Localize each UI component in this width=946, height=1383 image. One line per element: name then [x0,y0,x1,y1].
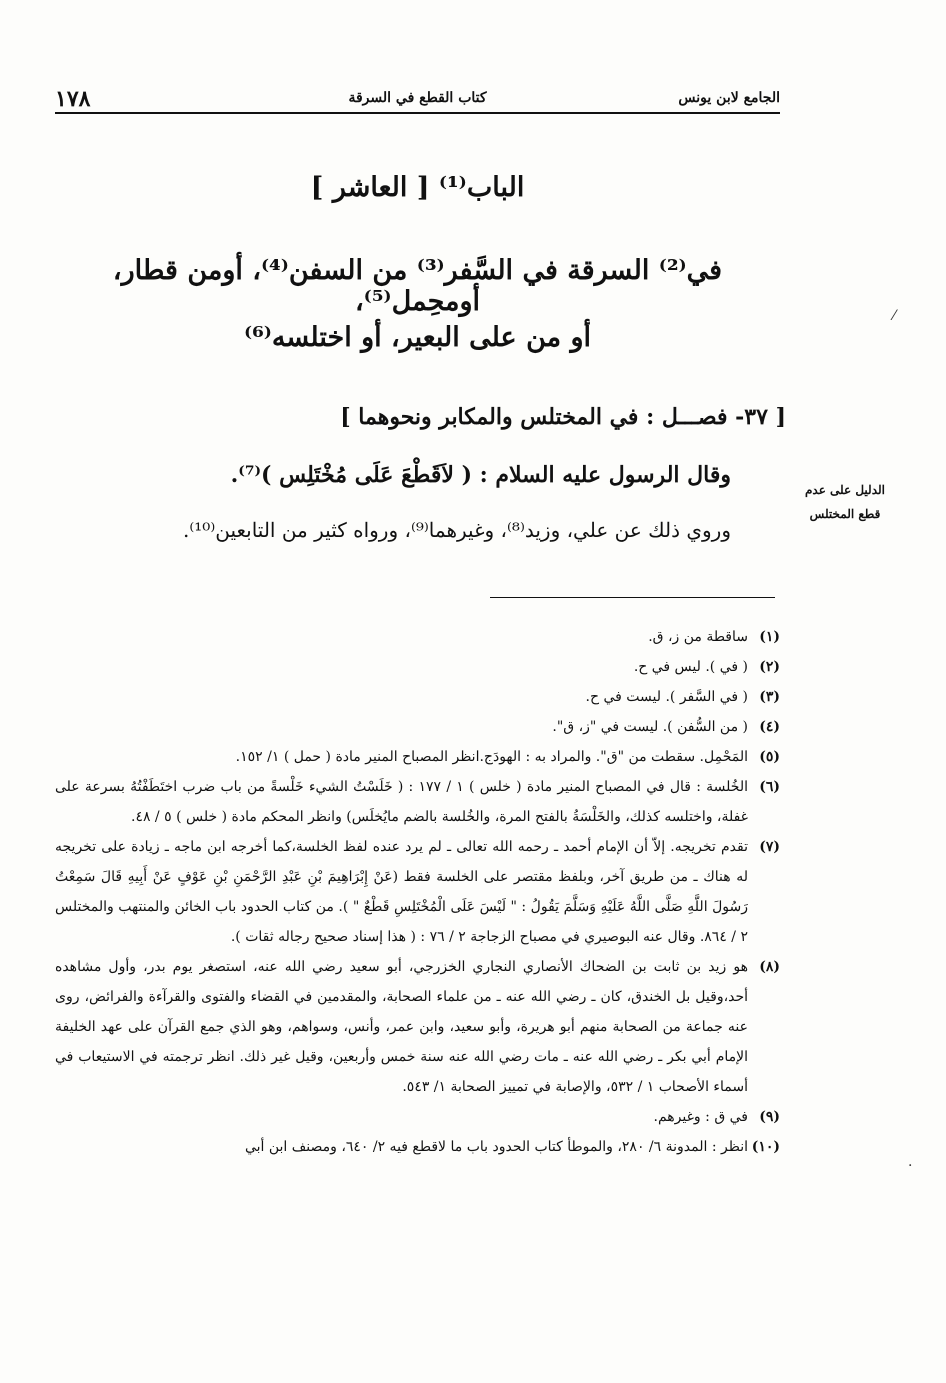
footnote-number: (٥) [759,749,780,765]
footnote-item [55,652,780,682]
footnote-item [55,712,780,742]
footnote-text: ( في السَّفر ). ليست في ح. [585,689,748,705]
page-number: ١٧٨ [55,86,91,112]
footnote-text: انظر : المدونة ٦/ ٢٨٠، والموطأ كتاب الحدود باب ما لاقطع فيه ٢/ ٦٤٠، ومصنف ابن أبي [244,1139,748,1155]
margin-note-line-2: قطع المختلس [809,507,881,521]
footnote-number: (٧) [759,839,780,855]
footnote-item [55,682,780,712]
margin-note-line-1: الدليل على عدم [804,483,886,497]
footnote-item [55,622,780,652]
footnote-text: الخُلسة : قال في المصباح المنير مادة ( خلس ) ١ / ١٧٧ : ( خَلَسْتُ الشيء خَلْسةً من باب ضرب اختَطَفْتُهُ بسرعة على غفلة، واختلسه كذلك، والخَلْسَةُ بالفتح المرة، والخُلسة بالضم مايُخلَس) وانظر المحكم مادة ( خلس ) ٥ / ٤٨. [55,779,748,825]
footnote-number: (٦) [759,779,780,795]
footnote-item [55,832,780,952]
footnote-item [55,772,780,832]
header-divider [55,112,780,114]
footnotes-list [55,622,780,1162]
footnote-number: (١٠) [751,1139,780,1155]
chapter-subtitle-line-1: في⁽²⁾ السرقة في السَّفر⁽³⁾ من السفن⁽⁴⁾، أومن قطار، أومحِمل⁽⁵⁾، [112,255,723,317]
section-heading: [ ٣٧- فصـــل : في المختلس والمكابر ونحوهما ] [340,404,786,430]
narrators-paragraph: وروي ذلك عن علي، وزيد⁽⁸⁾، وغيرهما⁽⁹⁾، ورواه كثير من التابعين⁽¹⁰⁾. [182,518,731,542]
footnote-number: (٩) [759,1109,780,1125]
book-section-title: كتاب القطع في السرقة [348,90,487,106]
footnote-number: (٨) [759,959,780,975]
scan-mark: ⁄ [893,308,896,324]
hadith-paragraph: وقال الرسول عليه السلام : ( لاَقَطْعَ عَلَى مُخْتَلِس )⁽⁷⁾. [230,462,731,488]
footnote-number: (١) [759,629,780,645]
chapter-title: الباب⁽¹⁾ [ العاشر ] [310,172,525,203]
footnote-text: تقدم تخريجه. إلاّ أن الإمام أحمد ـ رحمه الله تعالى ـ لم يرد عنده لفظ الخلسة،كما أخرجه ابن ماجه ـ زيادة على تخريجه له هناك ـ من طريق آخر، وبلفظ مقتصر على الخلسة فقط (عَنْ إِبْرَاهِيمَ بْنِ عَبْدِ الرَّحْمَنِ بْنِ عَوْفٍ عَنْ أَبِيهِ قَالَ سَمِعْتُ رَسُولَ اللَّهِ صَلَّى اللَّهُ عَلَيْهِ وَسَلَّمَ يَقُولُ : " لَيْسَ عَلَى الْمُخْتَلِسِ قَطْعٌ " ). من كتاب الحدود باب الخائن والمنتهب والمختلس ٢ / ٨٦٤. وقال عنه البوصيري في مصباح الزجاجة ٢ / ٧٦ : ( هذا إسناد صحيح رجاله ثقات ). [55,839,748,945]
footnote-text: ( من السُّفن ). ليست في "ز، ق". [552,719,748,735]
margin-note [790,478,900,526]
footnote-item [55,1102,780,1132]
footnote-text: ساقطة من ز، ق. [648,629,748,645]
footnote-number: (٢) [759,659,780,675]
footnote-item [55,742,780,772]
footnote-divider [490,597,775,598]
footnote-item [55,1132,780,1162]
footnote-text: المَحْمِل. سقطت من "ق". والمراد به : الهودَج.انظر المصباح المنير مادة ( حمل ) ١/ ١٥٢. [235,749,748,765]
book-title: الجامع لابن يونس [678,90,780,106]
footnote-number: (٣) [759,689,780,705]
footnote-text: ( في ). ليس في ح. [633,659,748,675]
footnote-number: (٤) [759,719,780,735]
footnote-item [55,952,780,1102]
chapter-subtitle-line-2: أو من على البعير، أو اختلسه⁽⁶⁾ [243,322,592,353]
footnote-text: في ق : وغيرهم. [653,1109,748,1125]
scan-mark: · [908,1158,913,1174]
running-header [55,86,780,112]
footnote-text: هو زيد بن ثابت بن الضحاك الأنصاري النجاري الخزرجي، أبو سعيد رضي الله عنه، استصغر يوم بدر، وأول مشاهده أحد،وقيل بل الخندق، كان ـ رضي الله عنه ـ من علماء الصحابة، والمقدمين في القضاء والفتوى والقرآءة والفرائض، روى عنه جماعة من الصحابة منهم أبو هريرة، وأبو سعيد، وابن عمر، وأنس، وسواهم، وهو الذي جمع القرآن على عهد الخليفة الإمام أبي بكر ـ رضي الله عنه ـ مات رضي الله عنه سنة خمس وأربعين، وقيل غير ذلك. انظر ترجمته في الاستيعاب في أسماء الأصحاب ١ / ٥٣٢، والإصابة في تمييز الصحابة ١/ ٥٤٣. [55,959,748,1095]
